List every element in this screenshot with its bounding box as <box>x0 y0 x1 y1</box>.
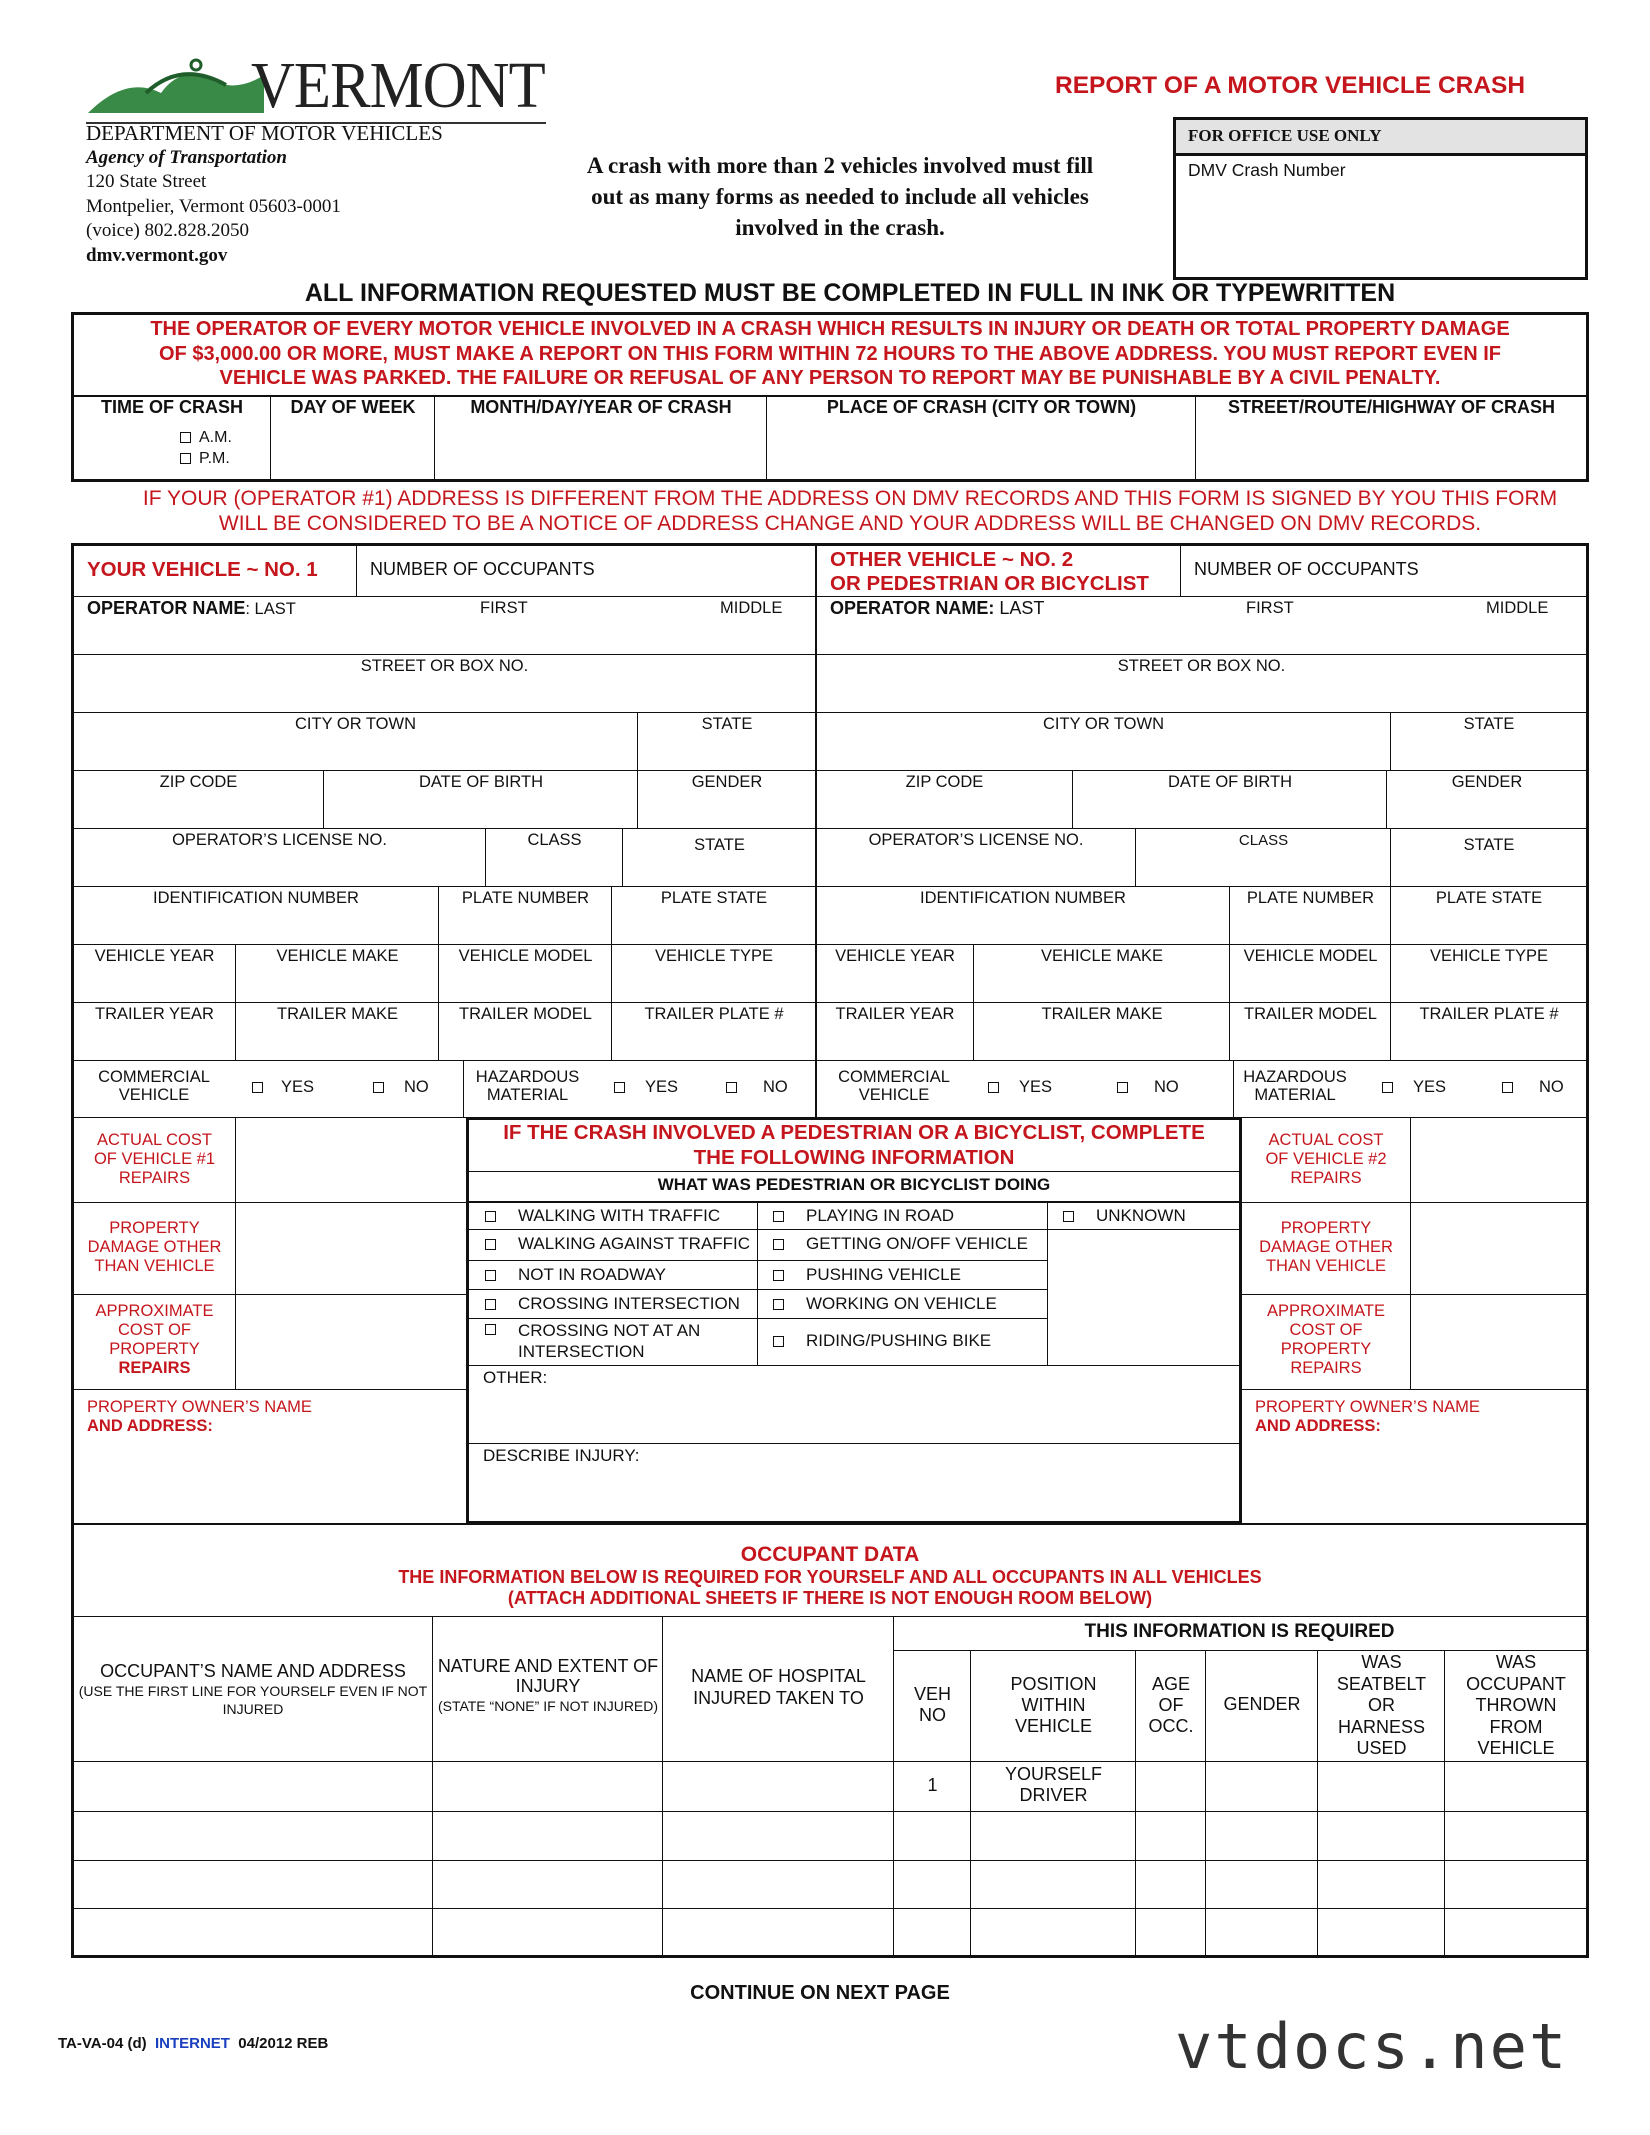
v2-license-field[interactable]: OPERATOR’S LICENSE NO. <box>868 831 1084 849</box>
crash-place-field[interactable]: PLACE OF CRASH (CITY OR TOWN) <box>826 397 1137 417</box>
legal-warning: THE OPERATOR OF EVERY MOTOR VEHICLE INVOLVED IN A CRASH WHICH RESULTS IN INJURY OR DEATH OR TOTAL PROPERTY DAMAGE OF $3,000.00 OR MORE, MUST MAKE A REPORT ON THIS FORM WITHIN 72 HOURS TO THE ABOVE ADDRESS. YOU MUST REPORT EVEN IF VEHICLE WAS PARKED. THE FAILURE OR REFUSAL OF ANY PERSON TO REPORT MAY BE PUNISHABLE BY A CIVIL PENALTY. <box>150 318 1510 389</box>
v2-hazardous-label: HAZARDOUS MATERIAL <box>1243 1068 1347 1104</box>
age-header: AGE OF OCC. <box>1148 1674 1194 1736</box>
thrown-header: WAS OCCUPANT THROWN FROM VEHICLE <box>1466 1652 1566 1758</box>
website: dmv.vermont.gov <box>86 244 228 266</box>
v2-vehicle-type-field[interactable]: VEHICLE TYPE <box>1430 947 1548 965</box>
v1-trailer-plate-field[interactable]: TRAILER PLATE # <box>644 1005 784 1023</box>
seatbelt-header: WAS SEATBELT OR HARNESS USED <box>1336 1652 1427 1758</box>
watermark: vtdocs.net <box>1175 2010 1569 2083</box>
getting-on-off-vehicle-checkbox[interactable]: GETTING ON/OFF VEHICLE <box>773 1234 1028 1253</box>
v1-trailer-year-field[interactable]: TRAILER YEAR <box>95 1005 214 1023</box>
v2-trailer-plate-field[interactable]: TRAILER PLATE # <box>1419 1005 1559 1023</box>
dmv-crash-number-field[interactable]: DMV Crash Number <box>1188 160 1346 180</box>
v2-plate-number-field[interactable]: PLATE NUMBER <box>1246 889 1375 907</box>
v1-approx-cost-field[interactable]: APPROXIMATE COST OF PROPERTY REPAIRS <box>95 1302 214 1377</box>
v2-property-owner-field[interactable]: PROPERTY OWNER’S NAME AND ADDRESS: <box>1255 1398 1480 1435</box>
street-address: 120 State Street <box>86 171 207 192</box>
pm-checkbox[interactable]: P.M. <box>180 449 230 468</box>
hospital-header: NAME OF HOSPITAL INJURED TAKEN TO <box>691 1666 866 1708</box>
v2-approx-cost-field[interactable]: APPROXIMATE COST OF PROPERTY REPAIRS <box>1267 1302 1385 1377</box>
working-on-vehicle-checkbox[interactable]: WORKING ON VEHICLE <box>773 1294 997 1313</box>
v2-vehicle-model-field[interactable]: VEHICLE MODEL <box>1243 947 1378 965</box>
vehicle2-title: OTHER VEHICLE ~ NO. 2 OR PEDESTRIAN OR BICYCLIST <box>830 548 1149 595</box>
v1-first-label: FIRST <box>480 599 528 617</box>
time-of-crash-field[interactable]: TIME OF CRASH <box>101 397 243 417</box>
v1-zip-field[interactable]: ZIP CODE <box>159 773 238 791</box>
unknown-checkbox[interactable]: UNKNOWN <box>1063 1206 1186 1225</box>
continue-next-page: CONTINUE ON NEXT PAGE <box>690 1982 950 2004</box>
vermont-logo <box>86 49 546 122</box>
gender-header: GENDER <box>1223 1694 1301 1714</box>
department-name: DEPARTMENT OF MOTOR VEHICLES <box>86 121 443 145</box>
v2-trailer-year-field[interactable]: TRAILER YEAR <box>835 1005 955 1023</box>
describe-injury-field[interactable]: DESCRIBE INJURY: <box>483 1446 640 1465</box>
crossing-not-intersection-checkbox[interactable]: CROSSING NOT AT AN INTERSECTION <box>485 1320 700 1362</box>
v2-repair-cost-field[interactable]: ACTUAL COST OF VEHICLE #2 REPAIRS <box>1265 1131 1387 1187</box>
v1-operator-name-field[interactable]: OPERATOR NAME: LAST <box>87 598 296 618</box>
ink-instruction: ALL INFORMATION REQUESTED MUST BE COMPLETED IN FULL IN INK OR TYPEWRITTEN <box>304 279 1396 307</box>
v1-trailer-make-field[interactable]: TRAILER MAKE <box>276 1005 399 1023</box>
v1-trailer-model-field[interactable]: TRAILER MODEL <box>459 1005 592 1023</box>
voice-phone: (voice) 802.828.2050 <box>86 220 250 241</box>
v1-plate-number-field[interactable]: PLATE NUMBER <box>461 889 590 907</box>
v1-hazardous-yes-checkbox[interactable]: YES <box>614 1078 678 1097</box>
crash-date-field[interactable]: MONTH/DAY/YEAR OF CRASH <box>470 397 732 417</box>
v1-commercial-label: COMMERCIAL VEHICLE <box>98 1068 210 1104</box>
riding-pushing-bike-checkbox[interactable]: RIDING/PUSHING BIKE <box>773 1331 991 1350</box>
walking-against-traffic-checkbox[interactable]: WALKING AGAINST TRAFFIC <box>485 1234 750 1253</box>
walking-with-traffic-checkbox[interactable]: WALKING WITH TRAFFIC <box>485 1206 720 1225</box>
v1-vehicle-type-field[interactable]: VEHICLE TYPE <box>655 947 773 965</box>
position-header: POSITION WITHIN VEHICLE <box>1010 1674 1097 1736</box>
v2-city-field[interactable]: CITY OR TOWN <box>1042 715 1164 733</box>
v2-street-field[interactable]: STREET OR BOX NO. <box>1117 657 1286 675</box>
multi-vehicle-notice: A crash with more than 2 vehicles involved must fill out as many forms as needed to include all vehicles involved in the crash. <box>586 153 1094 240</box>
v1-plate-state-field[interactable]: PLATE STATE <box>660 889 768 907</box>
agency-name: Agency of Transportation <box>86 146 287 168</box>
v1-hazardous-no-checkbox[interactable]: NO <box>726 1078 788 1097</box>
am-checkbox[interactable]: A.M. <box>180 428 232 447</box>
brand-name: VERMONT <box>251 49 545 122</box>
vehicle1-title: YOUR VEHICLE ~ NO. 1 <box>87 558 318 581</box>
v2-hazardous-yes-checkbox[interactable]: YES <box>1382 1078 1446 1097</box>
v1-hazardous-label: HAZARDOUS MATERIAL <box>475 1068 580 1104</box>
pedestrian-title: IF THE CRASH INVOLVED A PEDESTRIAN OR A BICYCLIST, COMPLETE THE FOLLOWING INFORMATION <box>503 1121 1205 1169</box>
v2-plate-state-field[interactable]: PLATE STATE <box>1435 889 1543 907</box>
form-title: REPORT OF A MOTOR VEHICLE CRASH <box>1055 72 1526 99</box>
city-address: Montpelier, Vermont 05603-0001 <box>86 195 341 217</box>
v1-license-field[interactable]: OPERATOR’S LICENSE NO. <box>172 831 387 849</box>
v1-commercial-yes-checkbox[interactable]: YES <box>252 1078 314 1097</box>
vehicle2-occupants-field[interactable]: NUMBER OF OCCUPANTS <box>1194 559 1419 579</box>
injury-header: NATURE AND EXTENT OF INJURY (STATE “NONE” IF NOT INJURED) <box>437 1656 659 1714</box>
v1-property-owner-field[interactable]: PROPERTY OWNER’S NAME AND ADDRESS: <box>87 1398 312 1435</box>
v1-city-field[interactable]: CITY OR TOWN <box>294 715 416 733</box>
v2-operator-name-field[interactable]: OPERATOR NAME: LAST <box>830 598 1045 618</box>
occupant-name-header: OCCUPANT’S NAME AND ADDRESS (USE THE FIRST LINE FOR YOURSELF EVEN IF NOT INJURED <box>78 1661 428 1717</box>
not-in-roadway-checkbox[interactable]: NOT IN ROADWAY <box>485 1265 666 1284</box>
row1-veh-no: 1 <box>927 1775 938 1795</box>
v2-gender-field[interactable]: GENDER <box>1451 773 1523 791</box>
v2-commercial-no-checkbox[interactable]: NO <box>1117 1078 1179 1097</box>
office-use-header: FOR OFFICE USE ONLY <box>1176 120 1585 156</box>
v2-vehicle-make-field[interactable]: VEHICLE MAKE <box>1041 947 1163 965</box>
v1-commercial-no-checkbox[interactable]: NO <box>373 1078 429 1097</box>
v1-repair-cost-field[interactable]: ACTUAL COST OF VEHICLE #1 REPAIRS <box>93 1131 216 1187</box>
v1-id-number-field[interactable]: IDENTIFICATION NUMBER <box>153 889 359 907</box>
crash-street-field[interactable]: STREET/ROUTE/HIGHWAY OF CRASH <box>1227 397 1556 417</box>
mountain-logo-icon <box>86 55 266 120</box>
v1-property-damage-field[interactable]: PROPERTY DAMAGE OTHER THAN VEHICLE <box>87 1219 222 1275</box>
v1-license-state-field[interactable]: STATE <box>694 836 745 854</box>
v1-state-field[interactable]: STATE <box>701 715 753 733</box>
row1-position: YOURSELF DRIVER <box>1004 1764 1103 1805</box>
form-code: TA-VA-04 (d) INTERNET 04/2012 REB <box>58 2035 329 2052</box>
pushing-vehicle-checkbox[interactable]: PUSHING VEHICLE <box>773 1265 961 1284</box>
day-of-week-field[interactable]: DAY OF WEEK <box>290 397 416 417</box>
v1-street-field[interactable]: STREET OR BOX NO. <box>360 657 529 675</box>
other-field[interactable]: OTHER: <box>483 1368 548 1387</box>
v1-vehicle-year-field[interactable]: VEHICLE YEAR <box>94 947 215 965</box>
vehicle1-occupants-field[interactable]: NUMBER OF OCCUPANTS <box>370 559 595 579</box>
v1-gender-field[interactable]: GENDER <box>691 773 763 791</box>
v2-trailer-model-field[interactable]: TRAILER MODEL <box>1244 1005 1377 1023</box>
v2-commercial-label: COMMERCIAL VEHICLE <box>838 1068 950 1104</box>
v2-property-damage-field[interactable]: PROPERTY DAMAGE OTHER THAN VEHICLE <box>1259 1219 1393 1275</box>
veh-no-header: VEH NO <box>913 1684 951 1725</box>
v1-vehicle-make-field[interactable]: VEHICLE MAKE <box>276 947 399 965</box>
v2-vehicle-year-field[interactable]: VEHICLE YEAR <box>835 947 955 965</box>
crossing-intersection-checkbox[interactable]: CROSSING INTERSECTION <box>485 1294 740 1313</box>
v2-id-number-field[interactable]: IDENTIFICATION NUMBER <box>920 889 1126 907</box>
v1-vehicle-model-field[interactable]: VEHICLE MODEL <box>458 947 593 965</box>
v2-hazardous-no-checkbox[interactable]: NO <box>1502 1078 1564 1097</box>
v1-middle-label: MIDDLE <box>720 599 783 617</box>
v1-dob-field[interactable]: DATE OF BIRTH <box>418 773 544 791</box>
pedestrian-doing-header: WHAT WAS PEDESTRIAN OR BICYCLIST DOING <box>657 1175 1051 1194</box>
v2-zip-field[interactable]: ZIP CODE <box>905 773 984 791</box>
v2-license-state-field[interactable]: STATE <box>1463 836 1515 854</box>
v2-state-field[interactable]: STATE <box>1463 715 1515 733</box>
address-change-notice: IF YOUR (OPERATOR #1) ADDRESS IS DIFFERENT FROM THE ADDRESS ON DMV RECORDS AND THIS FORM IS SIGNED BY YOU THIS FORM WILL BE CONSIDERED TO BE A NOTICE OF ADDRESS CHANGE AND YOUR ADDRESS WILL BE CHANGED ON DMV RECORDS. <box>142 487 1558 535</box>
v1-class-field[interactable]: CLASS <box>527 831 582 849</box>
required-info-header: THIS INFORMATION IS REQUIRED <box>1084 1621 1395 1642</box>
v2-class-field[interactable]: CLASS <box>1238 832 1289 849</box>
v2-trailer-make-field[interactable]: TRAILER MAKE <box>1041 1005 1163 1023</box>
v2-first-label: FIRST <box>1246 599 1294 617</box>
playing-in-road-checkbox[interactable]: PLAYING IN ROAD <box>773 1206 954 1225</box>
v2-dob-field[interactable]: DATE OF BIRTH <box>1167 773 1293 791</box>
v2-commercial-yes-checkbox[interactable]: YES <box>988 1078 1052 1097</box>
occupant-data-title: OCCUPANT DATA THE INFORMATION BELOW IS REQUIRED FOR YOURSELF AND ALL OCCUPANTS IN ALL VEHICLES (ATTACH ADDITIONAL SHEETS IF THERE IS NOT ENOUGH ROOM BELOW) <box>398 1543 1262 1608</box>
v2-middle-label: MIDDLE <box>1486 599 1549 617</box>
